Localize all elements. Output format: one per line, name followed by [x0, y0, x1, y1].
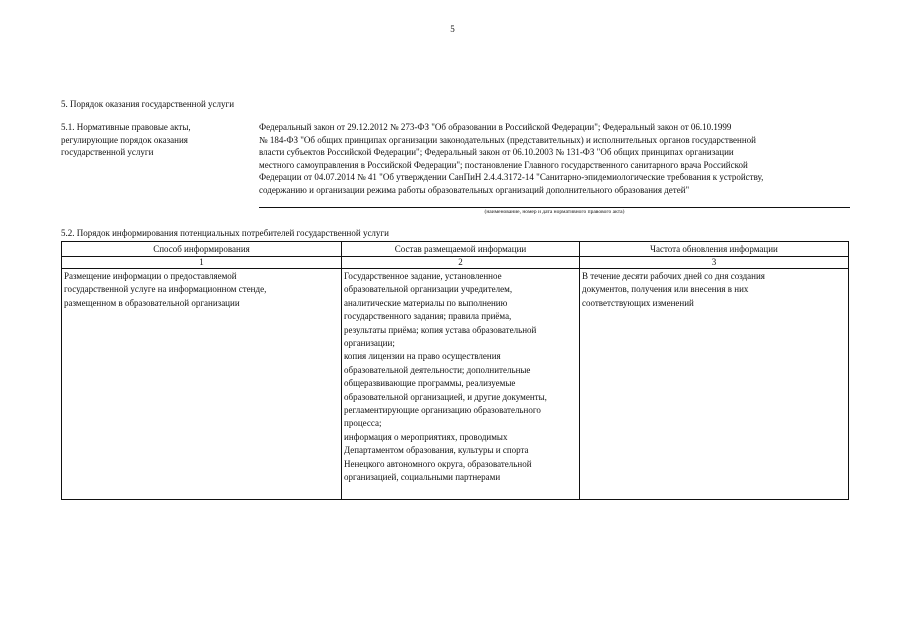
legal-acts-text-line: содержанию и организации режима работы образовательных организаций дополнительного образования детей" — [259, 184, 690, 195]
column-number: 1 — [62, 257, 342, 269]
content-line: государственного задания; правила приёма, — [344, 311, 512, 322]
column-header-frequency: Частота обновления информации — [580, 242, 849, 257]
legal-acts-label-line: регулирующие порядок оказания — [61, 134, 188, 145]
legal-acts-label — [61, 121, 241, 159]
content-line: организацией, социальными партнерами — [344, 472, 501, 483]
informing-table — [61, 241, 849, 500]
frequency-line: В течение десяти рабочих дней со дня создания — [582, 271, 765, 281]
content-line: регламентирующие организацию образовательного — [344, 405, 541, 416]
page-number: 5 — [450, 24, 455, 34]
content-line: Государственное задание, установленное — [344, 271, 502, 281]
frequency-line: соответствующих изменений — [582, 297, 694, 308]
content-line: общеразвивающие программы, реализуемые — [344, 378, 516, 389]
legal-acts-text-line: № 184-ФЗ "Об общих принципах организации законодательных (представительных) и исполнительных органов государственной — [259, 134, 756, 145]
content-line: результаты приёма; копия устава образовательной — [344, 324, 537, 335]
column-header-method: Способ информирования — [62, 242, 342, 257]
method-line: государственной услуге на информационном стенде, — [64, 284, 267, 295]
section-title: 5. Порядок оказания государственной услуги — [61, 99, 235, 109]
table-row — [62, 269, 849, 500]
legal-acts-label-line: государственной услуги — [61, 147, 154, 157]
content-line: копия лицензии на право осуществления — [344, 351, 501, 362]
legal-acts-label-line: 5.1. Нормативные правовые акты, — [61, 122, 191, 132]
content-line: Ненецкого автономного округа, образовательной — [344, 458, 532, 469]
content-line: аналитические материалы по выполнению — [344, 297, 508, 308]
column-number: 3 — [580, 257, 849, 269]
informing-title: 5.2. Порядок информирования потенциальных потребителей государственной услуги — [61, 228, 389, 238]
content-line: Департаментом образования, культуры и спорта — [344, 445, 529, 456]
table-header-row — [62, 242, 849, 257]
column-number: 2 — [342, 257, 580, 269]
legal-acts-text-line: Федерации от 04.07.2014 № 41 "Об утверждении СанПиН 2.4.4.3172-14 "Санитарно-эпидемиологические требования к устройству, — [259, 172, 764, 183]
content-line: образовательной деятельности; дополнительные — [344, 364, 531, 375]
method-line: Размещение информации о предоставляемой — [64, 271, 237, 281]
legal-acts-text-line: местного самоуправления в Российской Федерации"; постановление Главного государственного санитарного врача Российской — [259, 159, 748, 170]
legal-acts-text-line: Федеральный закон от 29.12.2012 № 273-ФЗ "Об образовании в Российской Федерации"; Федеральный закон от 06.10.1999 — [259, 122, 732, 132]
column-number-row — [62, 257, 849, 269]
content-line: образовательной организацией, и другие документы, — [344, 391, 547, 402]
legal-acts-text-line: власти субъектов Российской Федерации"; Федеральный закон от 06.10.2003 № 131-ФЗ "Об общих принципах организации — [259, 147, 734, 158]
frequency-cell — [580, 269, 849, 500]
content-line: процесса; — [344, 418, 382, 429]
content-line: организации; — [344, 338, 395, 349]
content-line: информация о мероприятиях, проводимых — [344, 431, 508, 442]
column-header-content: Состав размещаемой информации — [342, 242, 580, 257]
legal-acts-caption: (наименование, номер и дата нормативного правового акта) — [484, 209, 625, 215]
content-cell — [342, 269, 580, 500]
legal-acts-text — [259, 121, 851, 197]
frequency-line: документов, получения или внесения в них — [582, 284, 749, 295]
content-line: образовательной организации учредителем, — [344, 284, 513, 295]
method-cell — [62, 269, 342, 500]
legal-acts-underline — [259, 207, 850, 208]
method-line: размещенном в образовательной организации — [64, 297, 240, 308]
